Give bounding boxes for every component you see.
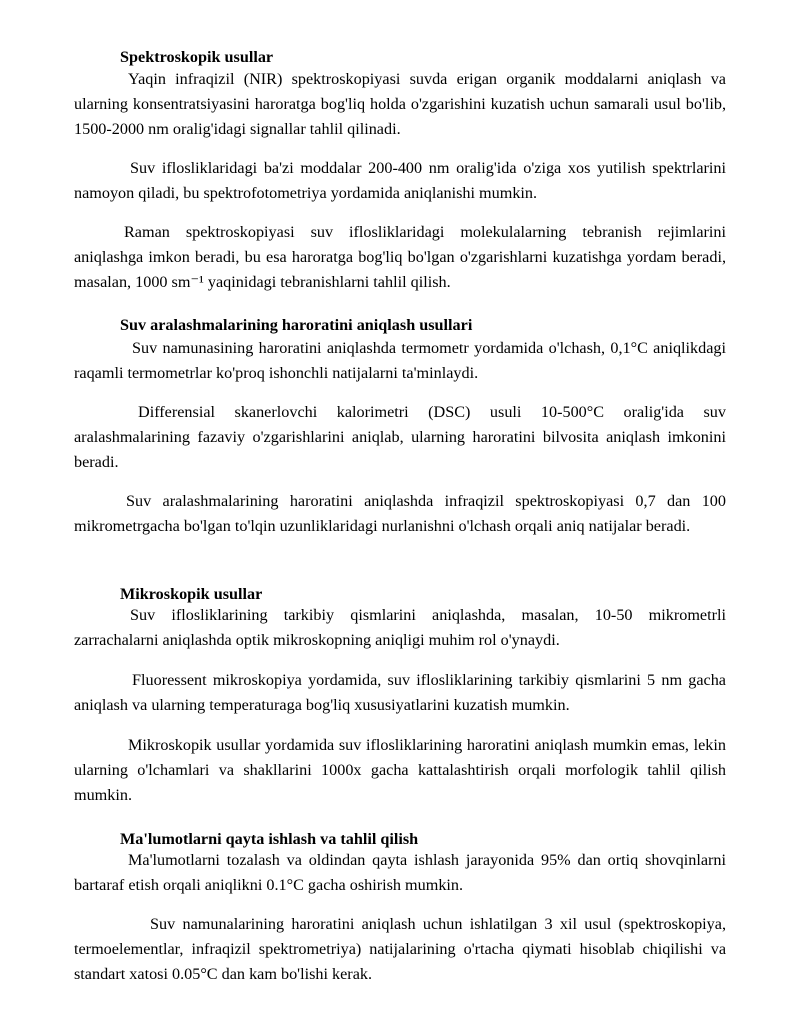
- section-heading-spektroskopik: Spektroskopik usullar: [120, 48, 274, 66]
- section-heading-mikroskopik: Mikroskopik usullar: [120, 585, 263, 603]
- paragraph-raman: Raman spektroskopiyasi suv iflosliklaridagi molekulalarning tebranish rejimlarini aniqlashga imkon beradi, bu esa haroratga bog'liq bo'lgan o'zgarishlarni kuzatishga yordam beradi, masalan, 1000 sm⁻¹ yaqinidagi tebranishlarni tahlil qilish.: [74, 223, 726, 291]
- paragraph-optik-mikroskop: Suv iflosliklarining tarkibiy qismlarini aniqlashda, masalan, 10-50 mikrometrli zarrachalarni aniqlashda optik mikroskopning aniqligi muhim rol o'ynaydi.: [74, 606, 726, 649]
- paragraph-uv-absorption: Suv iflosliklaridagi ba'zi moddalar 200-400 nm oralig'ida o'ziga xos yutilish spektrlarini namoyon qiladi, bu spektrofotometriya yordamida aniqlanishi mumkin.: [74, 159, 726, 202]
- section-heading-harorat-usullari: Suv aralashmalarining haroratini aniqlash usullari: [120, 316, 473, 334]
- paragraph-infrared: Suv aralashmalarining haroratini aniqlashda infraqizil spektroskopiyasi 0,7 dan 100 mikrometrgacha bo'lgan to'lqin uzunliklaridagi nurlanishni o'lchash orqali aniq natijalar beradi.: [74, 492, 726, 535]
- paragraph-morfologik: Mikroskopik usullar yordamida suv iflosliklarining haroratini aniqlash mumkin emas, lekin ularning o'lchamlari va shakllarini 1000x gacha kattalashtirish orqali morfologik tahlil qilish mumkin.: [74, 736, 726, 804]
- paragraph-termometr: Suv namunasining haroratini aniqlashda termometr yordamida o'lchash, 0,1°C aniqlikdagi raqamli termometrlar ko'proq ishonchli natijalarni ta'minlaydi.: [74, 339, 726, 382]
- section-heading-malumotlar: Ma'lumotlarni qayta ishlash va tahlil qilish: [120, 830, 419, 848]
- paragraph-tozalash: Ma'lumotlarni tozalash va oldindan qayta ishlash jarayonida 95% dan ortiq shovqinlarni bartaraf etish orqali aniqlikni 0.1°C gacha oshirish mumkin.: [74, 851, 726, 894]
- paragraph-fluoressent: Fluoressent mikroskopiya yordamida, suv iflosliklarining tarkibiy qismlarini 5 nm gacha aniqlash va ularning temperaturaga bog'liq xususiyatlarini kuzatish mumkin.: [74, 671, 726, 714]
- paragraph-ortacha-qiymat: Suv namunalarining haroratini aniqlash uchun ishlatilgan 3 xil usul (spektroskopiya, termoelementlar, infraqizil spektrometriya) natijalarining o'rtacha qiymati hisoblab chiqilishi va standart xatosi 0.05°C dan kam bo'lishi kerak.: [74, 915, 726, 983]
- paragraph-nir: Yaqin infraqizil (NIR) spektroskopiyasi suvda erigan organik moddalarni aniqlash va ularning konsentratsiyasini haroratga bog'liq holda o'zgarishini kuzatish uchun samarali usul bo'lib, 1500-2000 nm oralig'idagi signallar tahlil qilinadi.: [74, 70, 726, 138]
- paragraph-dsc: Differensial skanerlovchi kalorimetri (DSC) usuli 10-500°C oralig'ida suv aralashmalarining fazaviy o'zgarishlarini aniqlab, ularning haroratini bilvosita aniqlash imkonini beradi.: [74, 403, 726, 471]
